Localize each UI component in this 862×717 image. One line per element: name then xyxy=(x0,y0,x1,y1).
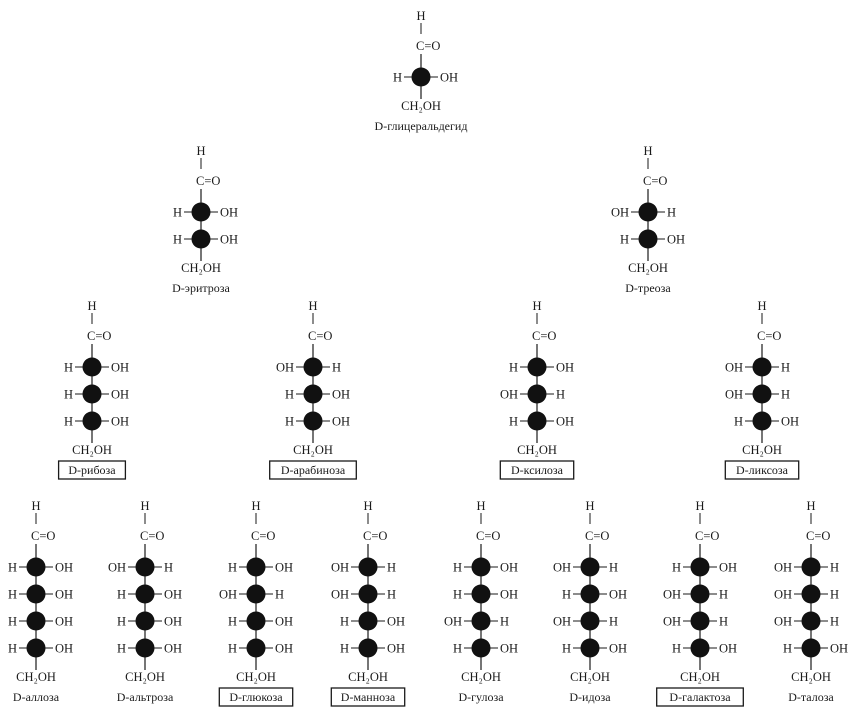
sugar-name: D-глюкоза xyxy=(229,690,283,704)
chiral-carbon-atom xyxy=(528,412,547,431)
right-h-label: H xyxy=(556,387,566,402)
aldehyde-group-label: C=O xyxy=(416,39,441,53)
aldehyde-h-label: H xyxy=(532,299,542,313)
right-oh-label: OH xyxy=(500,560,519,575)
right-h-label: H xyxy=(609,560,619,575)
aldehyde-h-label: H xyxy=(140,499,150,513)
molecule-D-гулоза xyxy=(444,499,518,704)
left-h-label: H xyxy=(172,232,182,247)
chiral-carbon-atom xyxy=(304,412,323,431)
chiral-carbon-atom xyxy=(27,558,46,577)
ch2oh-label: CH₂OH xyxy=(293,443,333,457)
aldehyde-group-label: C=O xyxy=(87,329,112,343)
right-h-label: H xyxy=(719,587,729,602)
right-oh-label: OH xyxy=(830,641,849,656)
chiral-carbon-atom xyxy=(304,358,323,377)
left-h-label: H xyxy=(392,70,402,85)
aldehyde-h-label: H xyxy=(416,9,426,23)
right-oh-label: OH xyxy=(55,587,74,602)
left-h-label: H xyxy=(7,587,17,602)
sugar-name: D-альтроза xyxy=(116,690,174,704)
aldehyde-group-label: C=O xyxy=(806,529,831,543)
left-oh-label: OH xyxy=(107,560,126,575)
ch2oh-label: CH₂OH xyxy=(72,443,112,457)
left-h-label: H xyxy=(227,560,237,575)
right-h-label: H xyxy=(387,587,397,602)
left-oh-label: OH xyxy=(662,587,681,602)
chiral-carbon-atom xyxy=(359,585,378,604)
left-h-label: H xyxy=(671,641,681,656)
chiral-carbon-atom xyxy=(136,639,155,658)
left-oh-label: OH xyxy=(218,587,237,602)
chiral-carbon-atom xyxy=(27,585,46,604)
aldehyde-group-label: C=O xyxy=(695,529,720,543)
left-h-label: H xyxy=(671,560,681,575)
right-oh-label: OH xyxy=(387,641,406,656)
ch2oh-label: CH₂OH xyxy=(125,670,165,684)
left-oh-label: OH xyxy=(499,387,518,402)
right-h-label: H xyxy=(830,614,840,629)
aldehyde-h-label: H xyxy=(643,144,653,158)
right-oh-label: OH xyxy=(500,641,519,656)
chiral-carbon-atom xyxy=(802,639,821,658)
chiral-carbon-atom xyxy=(753,412,772,431)
chiral-carbon-atom xyxy=(247,612,266,631)
right-oh-label: OH xyxy=(609,587,628,602)
right-oh-label: OH xyxy=(164,614,183,629)
right-oh-label: OH xyxy=(220,232,239,247)
chiral-carbon-atom xyxy=(581,612,600,631)
chiral-carbon-atom xyxy=(27,612,46,631)
left-oh-label: OH xyxy=(330,560,349,575)
left-h-label: H xyxy=(284,387,294,402)
right-oh-label: OH xyxy=(500,587,519,602)
molecule-D-альтроза xyxy=(108,499,182,704)
left-oh-label: OH xyxy=(662,614,681,629)
right-oh-label: OH xyxy=(111,360,130,375)
left-oh-label: OH xyxy=(552,560,571,575)
ch2oh-label: CH₂OH xyxy=(401,99,441,113)
right-h-label: H xyxy=(667,205,677,220)
ch2oh-label: CH₂OH xyxy=(348,670,388,684)
sugar-name: D-рибоза xyxy=(68,463,116,477)
aldehyde-group-label: C=O xyxy=(308,329,333,343)
left-h-label: H xyxy=(452,587,462,602)
sugar-name: D-ксилоза xyxy=(511,463,563,477)
molecule-D-талоза xyxy=(774,499,848,704)
aldehyde-h-label: H xyxy=(585,499,595,513)
sugar-name: D-галактоза xyxy=(669,690,731,704)
right-oh-label: OH xyxy=(275,560,294,575)
ch2oh-label: CH₂OH xyxy=(628,261,668,275)
left-h-label: H xyxy=(227,614,237,629)
aldehyde-h-label: H xyxy=(695,499,705,513)
right-h-label: H xyxy=(719,614,729,629)
sugar-name: D-гулоза xyxy=(458,690,504,704)
left-h-label: H xyxy=(284,414,294,429)
chiral-carbon-atom xyxy=(581,585,600,604)
chiral-carbon-atom xyxy=(639,203,658,222)
chiral-carbon-atom xyxy=(472,639,491,658)
left-h-label: H xyxy=(619,232,629,247)
chiral-carbon-atom xyxy=(691,585,710,604)
ch2oh-label: CH₂OH xyxy=(570,670,610,684)
chiral-carbon-atom xyxy=(27,639,46,658)
right-oh-label: OH xyxy=(440,70,459,85)
chiral-carbon-atom xyxy=(472,558,491,577)
chiral-carbon-atom xyxy=(136,612,155,631)
left-oh-label: OH xyxy=(443,614,462,629)
left-h-label: H xyxy=(782,641,792,656)
chiral-carbon-atom xyxy=(753,358,772,377)
chiral-carbon-atom xyxy=(136,558,155,577)
chiral-carbon-atom xyxy=(802,558,821,577)
ch2oh-label: CH₂OH xyxy=(742,443,782,457)
right-oh-label: OH xyxy=(164,641,183,656)
left-h-label: H xyxy=(116,587,126,602)
chiral-carbon-atom xyxy=(192,230,211,249)
ch2oh-label: CH₂OH xyxy=(517,443,557,457)
ch2oh-label: CH₂OH xyxy=(791,670,831,684)
chiral-carbon-atom xyxy=(247,639,266,658)
left-h-label: H xyxy=(508,360,518,375)
right-oh-label: OH xyxy=(164,587,183,602)
left-oh-label: OH xyxy=(275,360,294,375)
left-h-label: H xyxy=(339,614,349,629)
chiral-carbon-atom xyxy=(472,585,491,604)
left-h-label: H xyxy=(508,414,518,429)
right-oh-label: OH xyxy=(556,414,575,429)
chiral-carbon-atom xyxy=(802,585,821,604)
left-h-label: H xyxy=(116,614,126,629)
chiral-carbon-atom xyxy=(528,358,547,377)
left-oh-label: OH xyxy=(773,587,792,602)
molecule-D-ксилоза xyxy=(500,299,574,479)
aldehyde-h-label: H xyxy=(806,499,816,513)
right-oh-label: OH xyxy=(332,387,351,402)
chiral-carbon-atom xyxy=(802,612,821,631)
chiral-carbon-atom xyxy=(83,385,102,404)
chiral-carbon-atom xyxy=(472,612,491,631)
right-h-label: H xyxy=(500,614,510,629)
aldehyde-group-label: C=O xyxy=(31,529,56,543)
aldehyde-h-label: H xyxy=(363,499,373,513)
aldehyde-group-label: C=O xyxy=(140,529,165,543)
ch2oh-label: CH₂OH xyxy=(16,670,56,684)
right-oh-label: OH xyxy=(275,641,294,656)
molecule-D-рибоза xyxy=(59,299,129,479)
aldehyde-h-label: H xyxy=(308,299,318,313)
left-oh-label: OH xyxy=(552,614,571,629)
sugar-name: D-талоза xyxy=(788,690,834,704)
sugar-name: D-ликсоза xyxy=(736,463,788,477)
right-oh-label: OH xyxy=(667,232,686,247)
left-h-label: H xyxy=(561,641,571,656)
left-h-label: H xyxy=(227,641,237,656)
aldehyde-h-label: H xyxy=(31,499,41,513)
left-h-label: H xyxy=(561,587,571,602)
left-h-label: H xyxy=(733,414,743,429)
right-h-label: H xyxy=(332,360,342,375)
right-h-label: H xyxy=(781,387,791,402)
right-h-label: H xyxy=(830,560,840,575)
ch2oh-label: CH₂OH xyxy=(181,261,221,275)
molecule-D-арабиноза xyxy=(270,299,357,479)
chiral-carbon-atom xyxy=(691,612,710,631)
aldehyde-h-label: H xyxy=(251,499,261,513)
right-h-label: H xyxy=(164,560,174,575)
right-oh-label: OH xyxy=(55,614,74,629)
sugar-name: D-идоза xyxy=(569,690,611,704)
left-h-label: H xyxy=(7,614,17,629)
left-h-label: H xyxy=(7,641,17,656)
right-h-label: H xyxy=(830,587,840,602)
molecule-D-аллоза xyxy=(8,499,73,704)
chiral-carbon-atom xyxy=(753,385,772,404)
molecule-D-ликсоза xyxy=(725,299,799,479)
right-h-label: H xyxy=(387,560,397,575)
chiral-carbon-atom xyxy=(304,385,323,404)
left-h-label: H xyxy=(116,641,126,656)
aldehyde-group-label: C=O xyxy=(251,529,276,543)
chiral-carbon-atom xyxy=(83,412,102,431)
molecule-D-эритроза xyxy=(172,144,238,295)
chiral-carbon-atom xyxy=(581,639,600,658)
left-oh-label: OH xyxy=(773,614,792,629)
aldehyde-h-label: H xyxy=(757,299,767,313)
right-oh-label: OH xyxy=(387,614,406,629)
right-oh-label: OH xyxy=(332,414,351,429)
left-h-label: H xyxy=(63,387,73,402)
aldehyde-group-label: C=O xyxy=(196,174,221,188)
left-oh-label: OH xyxy=(330,587,349,602)
sugar-name: D-глицеральдегид xyxy=(374,119,468,133)
aldehyde-h-label: H xyxy=(87,299,97,313)
left-h-label: H xyxy=(339,641,349,656)
sugar-name: D-арабиноза xyxy=(280,463,346,477)
right-h-label: H xyxy=(781,360,791,375)
left-h-label: H xyxy=(63,360,73,375)
aldehyde-group-label: C=O xyxy=(363,529,388,543)
right-oh-label: OH xyxy=(556,360,575,375)
right-oh-label: OH xyxy=(111,414,130,429)
chiral-carbon-atom xyxy=(192,203,211,222)
ch2oh-label: CH₂OH xyxy=(461,670,501,684)
left-oh-label: OH xyxy=(724,360,743,375)
chiral-carbon-atom xyxy=(581,558,600,577)
molecule-D-манноза xyxy=(331,499,405,706)
chiral-carbon-atom xyxy=(247,558,266,577)
aldehyde-group-label: C=O xyxy=(532,329,557,343)
chiral-carbon-atom xyxy=(528,385,547,404)
left-oh-label: OH xyxy=(773,560,792,575)
right-oh-label: OH xyxy=(55,641,74,656)
right-oh-label: OH xyxy=(609,641,628,656)
right-oh-label: OH xyxy=(55,560,74,575)
right-oh-label: OH xyxy=(719,560,738,575)
left-h-label: H xyxy=(452,560,462,575)
left-h-label: H xyxy=(452,641,462,656)
chiral-carbon-atom xyxy=(412,68,431,87)
molecule-D-идоза xyxy=(553,499,627,704)
right-oh-label: OH xyxy=(111,387,130,402)
molecule-D-глицеральдегид xyxy=(375,9,468,133)
ch2oh-label: CH₂OH xyxy=(680,670,720,684)
right-oh-label: OH xyxy=(781,414,800,429)
chiral-carbon-atom xyxy=(639,230,658,249)
aldehyde-group-label: C=O xyxy=(643,174,668,188)
chiral-carbon-atom xyxy=(691,639,710,658)
molecule-D-треоза xyxy=(611,144,685,295)
sugar-name: D-треоза xyxy=(625,281,671,295)
right-h-label: H xyxy=(275,587,285,602)
chiral-carbon-atom xyxy=(136,585,155,604)
aldehyde-group-label: C=O xyxy=(476,529,501,543)
chiral-carbon-atom xyxy=(359,639,378,658)
chiral-carbon-atom xyxy=(359,612,378,631)
chiral-carbon-atom xyxy=(359,558,378,577)
aldehyde-h-label: H xyxy=(476,499,486,513)
right-oh-label: OH xyxy=(275,614,294,629)
chiral-carbon-atom xyxy=(247,585,266,604)
aldehyde-group-label: C=O xyxy=(585,529,610,543)
aldehyde-group-label: C=O xyxy=(757,329,782,343)
left-h-label: H xyxy=(172,205,182,220)
aldehyde-h-label: H xyxy=(196,144,206,158)
right-oh-label: OH xyxy=(719,641,738,656)
ch2oh-label: CH₂OH xyxy=(236,670,276,684)
right-oh-label: OH xyxy=(220,205,239,220)
sugar-name: D-аллоза xyxy=(12,690,60,704)
left-oh-label: OH xyxy=(610,205,629,220)
molecule-D-галактоза xyxy=(657,499,744,706)
sugar-name: D-манноза xyxy=(340,690,396,704)
molecule-D-глюкоза xyxy=(219,499,293,706)
left-h-label: H xyxy=(63,414,73,429)
sugar-name: D-эритроза xyxy=(172,281,230,295)
chiral-carbon-atom xyxy=(83,358,102,377)
left-h-label: H xyxy=(7,560,17,575)
left-oh-label: OH xyxy=(724,387,743,402)
right-h-label: H xyxy=(609,614,619,629)
chiral-carbon-atom xyxy=(691,558,710,577)
